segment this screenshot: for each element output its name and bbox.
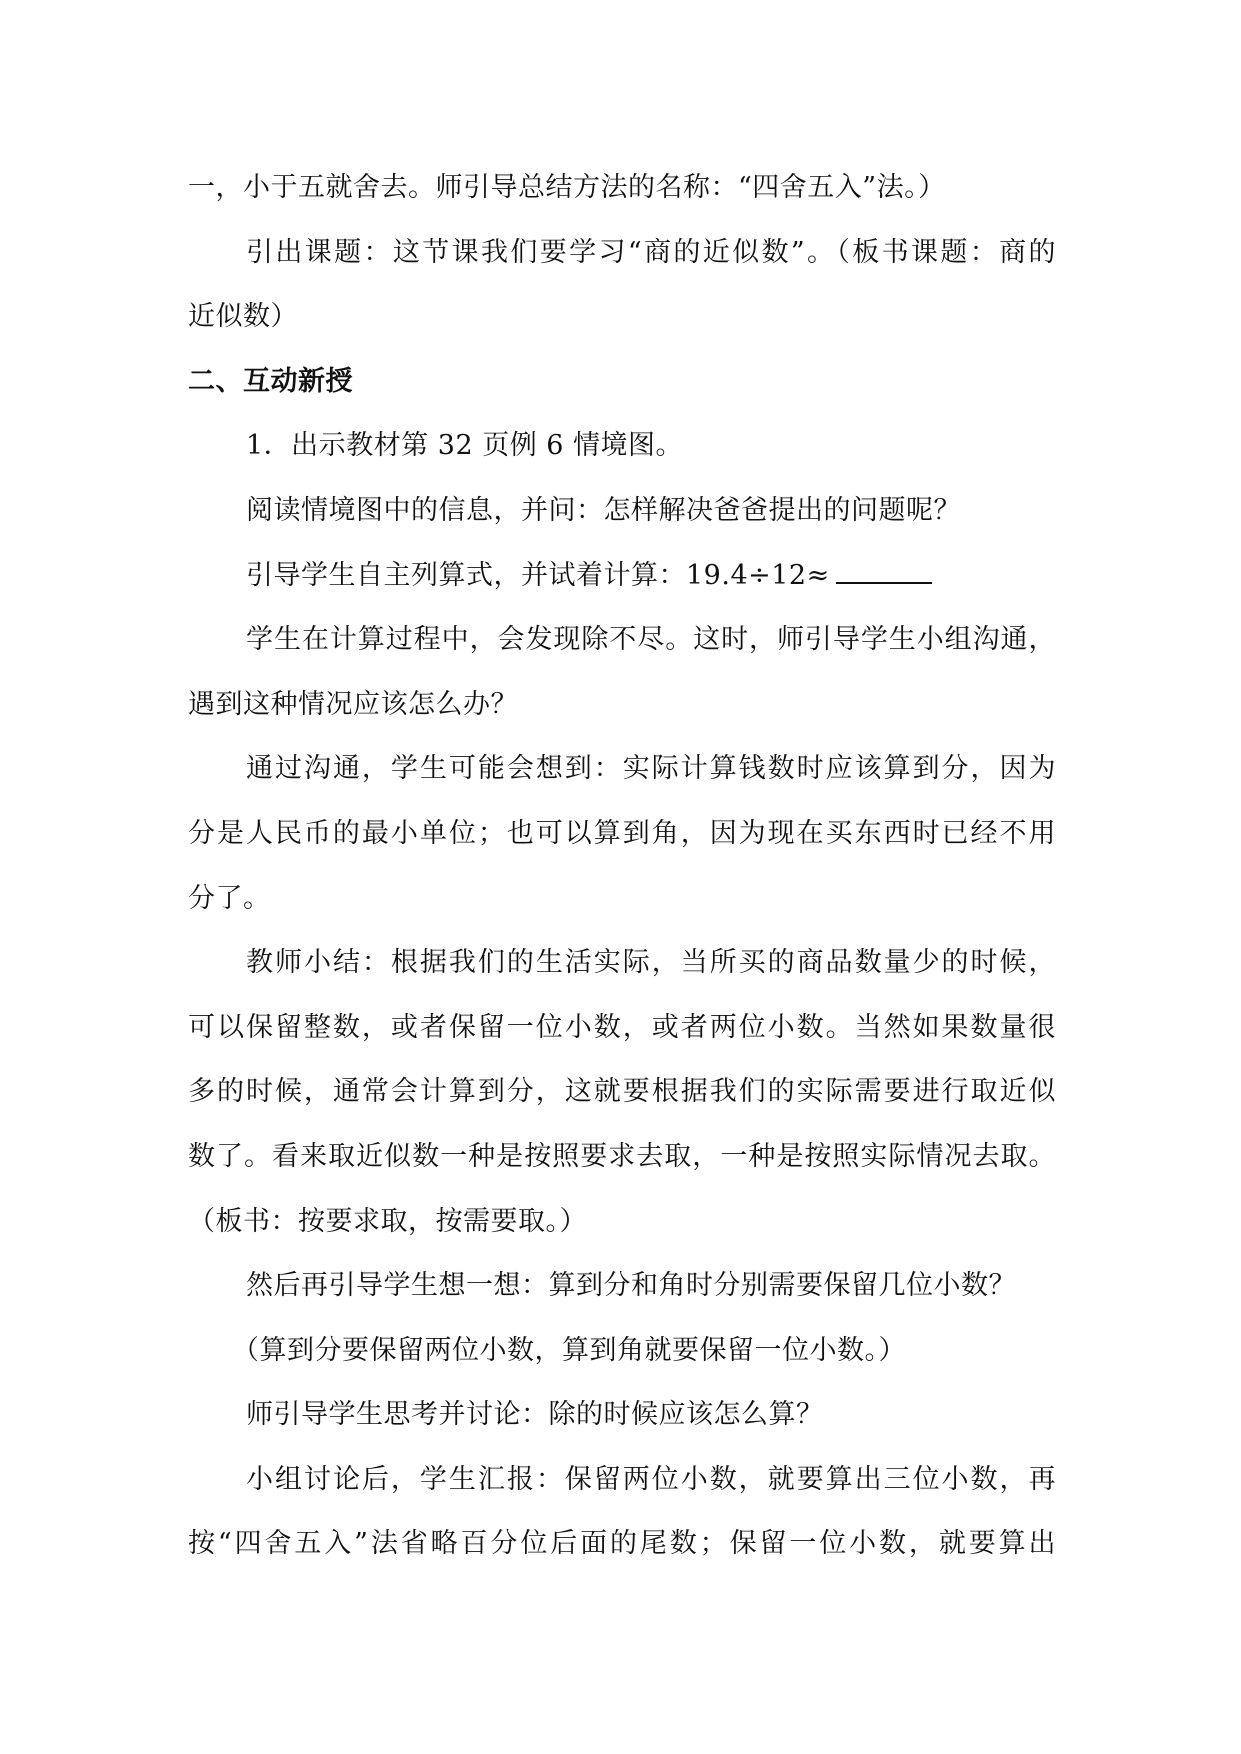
text-line: 分是人民币的最小单位；也可以算到角，因为现在买东西时已经不用 [188, 817, 1056, 849]
text-line: 然后再引导学生想一想：算到分和角时分别需要保留几位小数？ [246, 1270, 1016, 1302]
text-line: 阅读情境图中的信息，并问：怎样解决爸爸提出的问题呢？ [246, 494, 961, 526]
text-line: 按“四舍五入”法省略百分位后面的尾数；保留一位小数，就要算出 [188, 1528, 1056, 1560]
text-line: 通过沟通，学生可能会想到：实际计算钱数时应该算到分，因为 [246, 753, 1056, 785]
text-line: 数了。看来取近似数一种是按照要求去取，一种是按照实际情况去取。 [188, 1140, 1056, 1172]
text-line: 近似数） [188, 301, 298, 333]
text-line: （算到分要保留两位小数，算到角就要保留一位小数。） [232, 1334, 906, 1366]
text-line-with-blank [188, 544, 1056, 609]
equation-prompt: 引导学生自主列算式，并试着计算：19.4÷12≈ [246, 559, 830, 591]
text-line: 可以保留整数，或者保留一位小数，或者两位小数。当然如果数量很 [188, 1011, 1056, 1043]
document-page [188, 156, 1056, 1577]
text-line: 教师小结：根据我们的生活实际，当所买的商品数量少的时候， [246, 947, 1056, 979]
answer-blank [836, 560, 932, 584]
text-line: 分了。 [188, 882, 271, 914]
text-line: 多的时候，通常会计算到分，这就要根据我们的实际需要进行取近似 [188, 1076, 1056, 1108]
text-line: 学生在计算过程中，会发现除不尽。这时，师引导学生小组沟通， [246, 624, 1056, 656]
section-heading: 二、互动新授 [188, 365, 353, 397]
text-line: 小组讨论后，学生汇报：保留两位小数，就要算出三位小数，再 [246, 1463, 1056, 1495]
text-line: 一，小于五就舍去。师引导总结方法的名称：“四舍五入”法。） [188, 172, 946, 203]
text-line: 遇到这种情况应该怎么办？ [188, 688, 518, 720]
text-line: 1．出示教材第 32 页例 6 情境图。 [246, 430, 684, 462]
text-line: （板书：按要求取，按需要取。） [188, 1205, 587, 1237]
text-line: 师引导学生思考并讨论：除的时候应该怎么算？ [246, 1399, 824, 1431]
text-line: 引出课题：这节课我们要学习“商的近似数”。（板书课题：商的 [246, 236, 1056, 268]
